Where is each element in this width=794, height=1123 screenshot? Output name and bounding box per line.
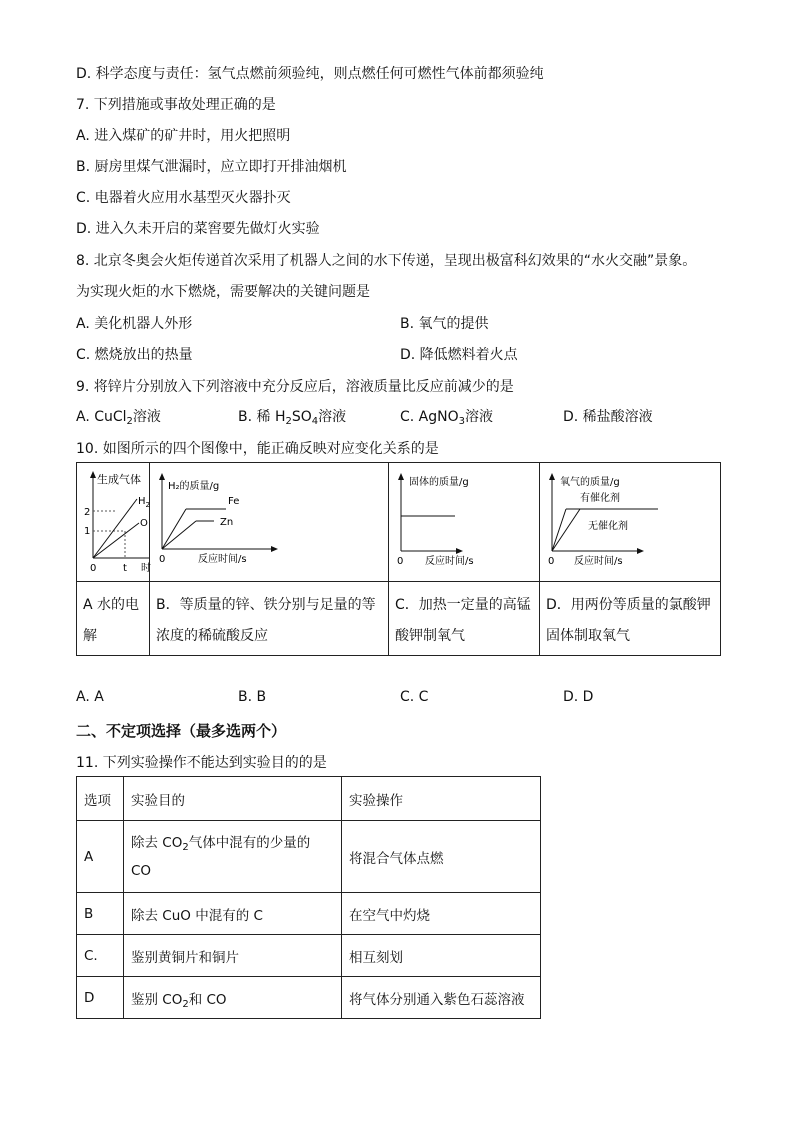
- graph-a-tick-1: 1: [84, 526, 91, 537]
- q11-row-b-operation: 在空气中灼烧: [342, 893, 541, 935]
- q8-option-c: C. 燃烧放出的热量: [76, 347, 193, 363]
- graph-b-zn-label: Zn: [220, 517, 234, 528]
- caption-a: A 水的电解: [83, 597, 140, 644]
- graph-a-origin: 0: [90, 563, 97, 574]
- graph-d-cell: [540, 463, 721, 582]
- caption-b: B．等质量的锌、铁分别与足量的等浓度的稀硫酸反应: [156, 597, 376, 644]
- q7-option-d: D. 进入久未开启的菜窖要先做灯火实验: [76, 221, 320, 237]
- q10-option-d: D. D: [563, 689, 594, 705]
- q8-stem-line1: 8. 北京冬奥会火炬传递首次采用了机器人之间的水下传递，呈现出极富科幻效果的“水火交融”景象。: [76, 253, 697, 269]
- graph-d-origin: 0: [548, 556, 555, 567]
- q9-stem: 9. 将锌片分别放入下列溶液中充分反应后，溶液质量比反应前减少的是: [76, 379, 514, 395]
- q11-row-d-goal: 鉴别 $CO_2$和 CO: [124, 977, 342, 1019]
- q11-row-b-option: B: [77, 893, 124, 935]
- q11-row-c-goal: 鉴别黄铜片和铜片: [124, 935, 342, 977]
- q11-header-goal: 实验目的: [124, 777, 342, 821]
- graph-a-h2-label: $H_2$: [138, 496, 150, 509]
- graph-c-origin: 0: [397, 556, 404, 567]
- graph-b-zn-fe: [150, 463, 388, 577]
- q8-option-b: B. 氧气的提供: [400, 316, 489, 332]
- graph-a-ylabel: 生成气体: [97, 473, 141, 486]
- graph-b-ylabel: H₂的质量/g: [168, 481, 220, 492]
- q11-header-option: 选项: [77, 777, 124, 821]
- q6-option-d: D. 科学态度与责任：氢气点燃前须验纯，则点燃任何可燃性气体前都须验纯: [76, 66, 544, 82]
- graph-c-ylabel: 固体的质量/g: [409, 477, 469, 488]
- graph-a-xlabel-t: t: [123, 563, 127, 574]
- caption-d: D．用两份等质量的氯酸钾固体制取氧气: [546, 597, 711, 644]
- graph-d-kclo3: [540, 463, 720, 577]
- q9-option-b: B. 稀 $H_2SO_4$溶液: [238, 409, 347, 427]
- q9-option-a: A. CuCl$_2$溶液: [76, 409, 161, 427]
- q11-table: [76, 776, 541, 1019]
- q11-row-c-operation: 相互刻划: [342, 935, 541, 977]
- graph-d-ylabel: 氧气的质量/g: [560, 477, 620, 488]
- q11-row-d-operation: 将气体分别通入紫色石蕊溶液: [342, 977, 541, 1019]
- graph-a-cell: [77, 463, 150, 582]
- graph-b-cell: [150, 463, 389, 582]
- q11-row-d-option: D: [77, 977, 124, 1019]
- graph-c-cell: [389, 463, 540, 582]
- graph-b-xlabel: 反应时间/s: [198, 554, 247, 565]
- q11-row-c-option: C.: [77, 935, 124, 977]
- q11-row-a-goal: 除去 $CO_2$气体中混有的少量的 CO: [124, 821, 342, 893]
- q9-option-d: D. 稀盐酸溶液: [563, 409, 653, 425]
- q7-option-c: C. 电器着火应用水基型灭火器扑灭: [76, 190, 291, 206]
- graph-d-xlabel: 反应时间/s: [574, 556, 623, 567]
- graph-a-tick-2: 2: [84, 507, 91, 518]
- graph-d-catalyst-label: 有催化剂: [580, 493, 620, 504]
- q11-stem: 11. 下列实验操作不能达到实验目的的是: [76, 755, 327, 771]
- section-2-heading: 二、不定项选择（最多选两个）: [76, 722, 287, 740]
- q8-stem-line2: 为实现火炬的水下燃烧，需要解决的关键问题是: [76, 284, 370, 300]
- q7-stem: 7. 下列措施或事故处理正确的是: [76, 97, 276, 113]
- graph-c-xlabel: 反应时间/s: [425, 556, 474, 567]
- graph-b-origin: 0: [159, 554, 166, 565]
- q8-option-a: A. 美化机器人外形: [76, 316, 193, 332]
- q11-row-b-goal: 除去 CuO 中混有的 C: [124, 893, 342, 935]
- q10-option-c: C. C: [400, 689, 429, 705]
- graph-d-nocatalyst-label: 无催化剂: [588, 521, 628, 532]
- q11-row-a-operation: 将混合气体点燃: [342, 821, 541, 893]
- q10-option-b: B. B: [238, 689, 267, 705]
- caption-c: C．加热一定量的高锰酸钾制氧气: [395, 597, 531, 644]
- q7-option-b: B. 厨房里煤气泄漏时，应立即打开排油烟机: [76, 159, 347, 175]
- q10-graph-table: [76, 462, 721, 656]
- q10-option-a: A. A: [76, 689, 104, 705]
- graph-c-kmno4: [389, 463, 539, 577]
- graph-a-electrolysis: [77, 463, 149, 577]
- q11-row-a-option: A: [77, 821, 124, 893]
- graph-a-o2-label: O: [140, 518, 148, 529]
- q9-option-c: C. AgNO$_3$溶液: [400, 409, 494, 427]
- q10-stem: 10. 如图所示的四个图像中，能正确反映对应变化关系的是: [76, 441, 439, 457]
- graph-a-xlabel-cut: 时: [141, 563, 151, 574]
- q7-option-a: A. 进入煤矿的矿井时，用火把照明: [76, 128, 291, 144]
- q11-header-operation: 实验操作: [342, 777, 541, 821]
- graph-b-fe-label: Fe: [228, 496, 240, 507]
- q8-option-d: D. 降低燃料着火点: [400, 347, 518, 363]
